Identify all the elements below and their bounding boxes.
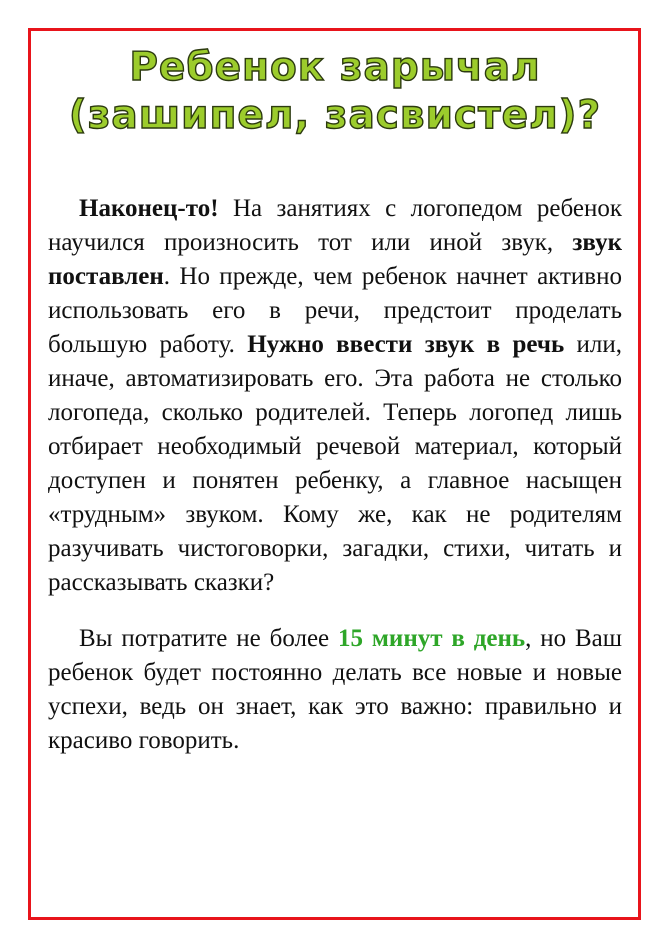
paragraph-2-highlight-time: 15 минут в день [338, 625, 526, 652]
page-title [40, 44, 630, 140]
title-line-1: Ребенок зарычал [129, 45, 541, 90]
paragraph-1-text-b: . Но прежде, чем ребенок начнет активно использовать его в речи, предстоит проделать большую работу. [48, 263, 622, 358]
paragraph-1 [48, 192, 622, 600]
article-body [48, 192, 622, 758]
paragraph-1-emphasis-into-speech: Нужно ввести звук в речь [247, 331, 565, 358]
paragraph-1-text-c: или, иначе, автоматизировать его. Эта работа не столько логопеда, сколько родителей. Теперь логопед лишь отбирает необходимый речевой материал, который доступен и понятен ребенку, а главное насыщен «трудным» звуком. Кому же, как не родителям разучивать чистоговорки, загадки, стихи, читать и рассказывать сказки? [48, 331, 622, 596]
title-line-2: (зашипел, засвистел)? [68, 93, 602, 138]
paragraph-1-lead: Наконец-то! [79, 195, 219, 222]
paragraph-1-emphasis-sound-set: звук поставлен [48, 229, 622, 290]
paragraph-2-text-b: , но Ваш ребенок будет постоянно делать все новые и новые успехи, ведь он знает, как это важно: правильно и красиво говорить. [48, 625, 623, 754]
paragraph-2 [48, 622, 622, 758]
paragraph-1-text-a: На занятиях с логопедом ребенок научился произносить тот или иной звук, [48, 195, 622, 256]
paragraph-2-text-a: Вы потратите не более [79, 625, 339, 652]
